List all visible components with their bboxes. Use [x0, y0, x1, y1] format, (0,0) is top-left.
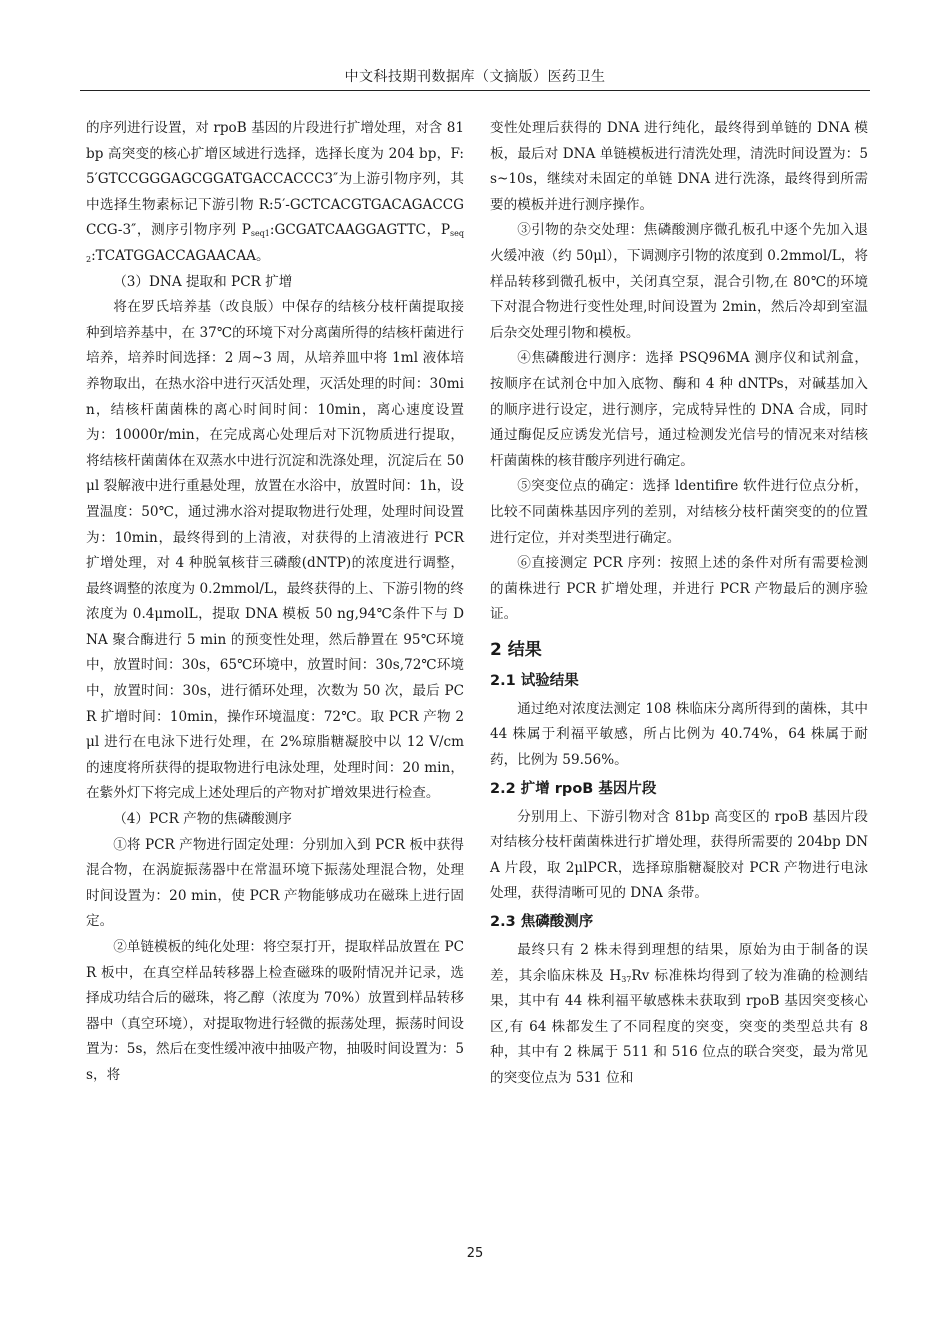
header-rule — [80, 90, 870, 91]
paragraph-step-5: ⑤突变位点的确定：选择 ldentifire 软件进行位点分析，比较不同菌株基因序列的差别，对结核分枝杆菌突变的的位置进行定位，并对类型进行确定。 — [490, 478, 868, 546]
paragraph-2-1: 通过绝对浓度法测定 108 株临床分离所得到的菌株，其中 44 株属于利福平敏感，所占比例为 40.74%，64 株属于耐药，比例为 59.56%。 — [490, 700, 868, 769]
paragraph-2-3: 最终只有 2 株未得到理想的结果，原始为由于制备的误差，其余临床株及 $H_{37}Rv$ 标准株均得到了较为准确的检测结果，其中有 44 株利福平敏感株未获取到 rpoB 基因突变核心区,有 64 株都发生了不同程度的突变，突变的类型总共有 8 种，其中有 2 株属于 511 和 516 位点的联合突变，最为常见的突变位点为 531 位和 — [490, 942, 868, 1086]
paragraph-primer-sequence: 的序列进行设置，对 rpoB 基因的片段进行扩增处理，对含 81 bp 高突变的核心扩增区域进行选择，选择长度为 204 bp，F:5′GTCCGGGAGCGGATGACCACCC3″为上游引物序列，其中选择生物素标记下游引物 R:5′-GCTCACGTGACAGACCGCCG-3″，测序引物序列 $P_{seq1}:GCGATCAAGGAGTTC$，$P_{seq2}:TCATGGACCAGAACAA$。 — [86, 120, 465, 264]
journal-header: 中文科技期刊数据库（文摘版）医药卫生 — [344, 69, 606, 85]
paragraph-2-2: 分别用上、下游引物对含 81bp 高变区的 rpoB 基因片段对结核分枝杆菌菌株进行扩增处理，获得所需要的 204bp DNA 片段，取 2μlPCR，选择琼脂糖凝胶对 PCR 产物进行电泳处理，获得清晰可见的 DNA 条带。 — [490, 808, 868, 902]
paragraph-step-4: ④焦磷酸进行测序：选择 PSQ96MA 测序仪和试剂盒，按顺序在试剂仓中加入底物、酶和 4 种 dNTPs，对碱基加入的顺序进行设定，进行测序，完成特异性的 DNA 合成，同时通过酶促反应诱发光信号，通过检测发光信号的情况来对结核杆菌菌株的核苷酸序列进行确定。 — [490, 350, 868, 469]
page-number: 25 — [466, 1246, 484, 1261]
section-title-results: 2 结果 — [490, 639, 542, 660]
section-title-2-3: 2.3 焦磷酸测序 — [490, 914, 594, 931]
subsection-title-dna-extraction: （3）DNA 提取和 PCR 扩增 — [113, 273, 293, 290]
paragraph-step-1: ①将 PCR 产物进行固定处理：分别加入到 PCR 板中获得混合物，在涡旋振荡器中在常温环境下振荡处理混合物，处理时间设置为：20 min，使 PCR 产物能够成功在磁珠上进行固定。 — [86, 836, 464, 930]
subsection-title-pyrosequencing: （4）PCR 产物的焦磷酸测序 — [113, 811, 292, 828]
left-column — [86, 116, 464, 1089]
paragraph-step-2: ②单链模板的纯化处理：将空泵打开，提取样品放置在 PCR 板中，在真空样品转移器上检查磁珠的吸附情况并记录，选择成功结合后的磁珠，将乙醇（浓度为 70%）放置到样品转移器中（真空环境），对提取物进行轻微的振荡处理，振荡时间设置为：5s，然后在变性缓冲液中抽吸产物，抽吸时间设置为：5s，将 — [86, 939, 464, 1083]
section-title-2-2: 2.2 扩增 rpoB 基因片段 — [490, 780, 657, 797]
section-title-2-1: 2.1 试验结果 — [490, 672, 579, 689]
paragraph-step-3: ③引物的杂交处理：焦磷酸测序微孔板孔中逐个先加入退火缓冲液（约 50μl），下调测序引物的浓度到 0.2mmol/L，将样品转移到微孔板中，关闭真空泵，混合引物,在 80℃的环境下对混合物进行变性处理,时间设置为 2min，然后冷却到室温后杂交处理引物和模板。 — [490, 222, 868, 341]
paragraph-dna-extraction: 将在罗氏培养基（改良版）中保存的结核分枝杆菌提取接种到培养基中，在 37℃的环境下对分离菌所得的结核杆菌进行培养，培养时间选择：2 周~3 周，从培养皿中将 1ml 液体培养物取出，在热水浴中进行灭活处理，灭活处理的时间：30min，结核杆菌菌株的离心时间时间：10min，离心速度设置为：10000r/min，在完成离心处理后对下沉物质进行提取，将结核杆菌菌体在双蒸水中进行沉淀和洗涤处理，沉淀后在 50μl 裂解液中进行重悬处理，放置在水浴中，放置时间：1h，设置温度：50℃，通过沸水浴对提取物进行处理，处理时间设置为：10min，最终得到的上清液，对获得的上清液进行 PCR 扩增处理，对 4 种脱氧核苷三磷酸(dNTP)的浓度进行调整，最终调整的浓度为 0.2mmol/L，最终获得的上、下游引物的终浓度为 0.4μmolL，提取 DNA 模板 50 ng,94℃条件下与 DNA 聚合酶进行 5 min 的预变性处理，然后静置在 95℃环境中，放置时间：30s，65℃环境中，放置时间：30s,72℃环境中，放置时间：30s，进行循环处理，次数为 50 次，最后 PCR 扩增时间：10min，操作环境温度：72℃。取 PCR 产物 2μl 进行在电泳下进行处理，在 2%琼脂糖凝胶中以 12 V/cm 的速度将所获得的提取物进行电泳处理，处理时间：20 min，在紫外灯下将完成上述处理后的产物对扩增效果进行检查。 — [86, 299, 464, 802]
paragraph-step-6: ⑥直接测定 PCR 序列：按照上述的条件对所有需要检测的菌株进行 PCR 扩增处理，并进行 PCR 产物最后的测序验证。 — [490, 555, 868, 623]
right-column — [490, 116, 868, 1092]
paragraph-step-2-continued: 变性处理后获得的 DNA 进行纯化，最终得到单链的 DNA 模板，最后对 DNA 单链模板进行清洗处理，清洗时间设置为：5s~10s，继续对未固定的单链 DNA 进行洗涤，最终得到所需要的模板并进行测序操作。 — [490, 120, 868, 213]
